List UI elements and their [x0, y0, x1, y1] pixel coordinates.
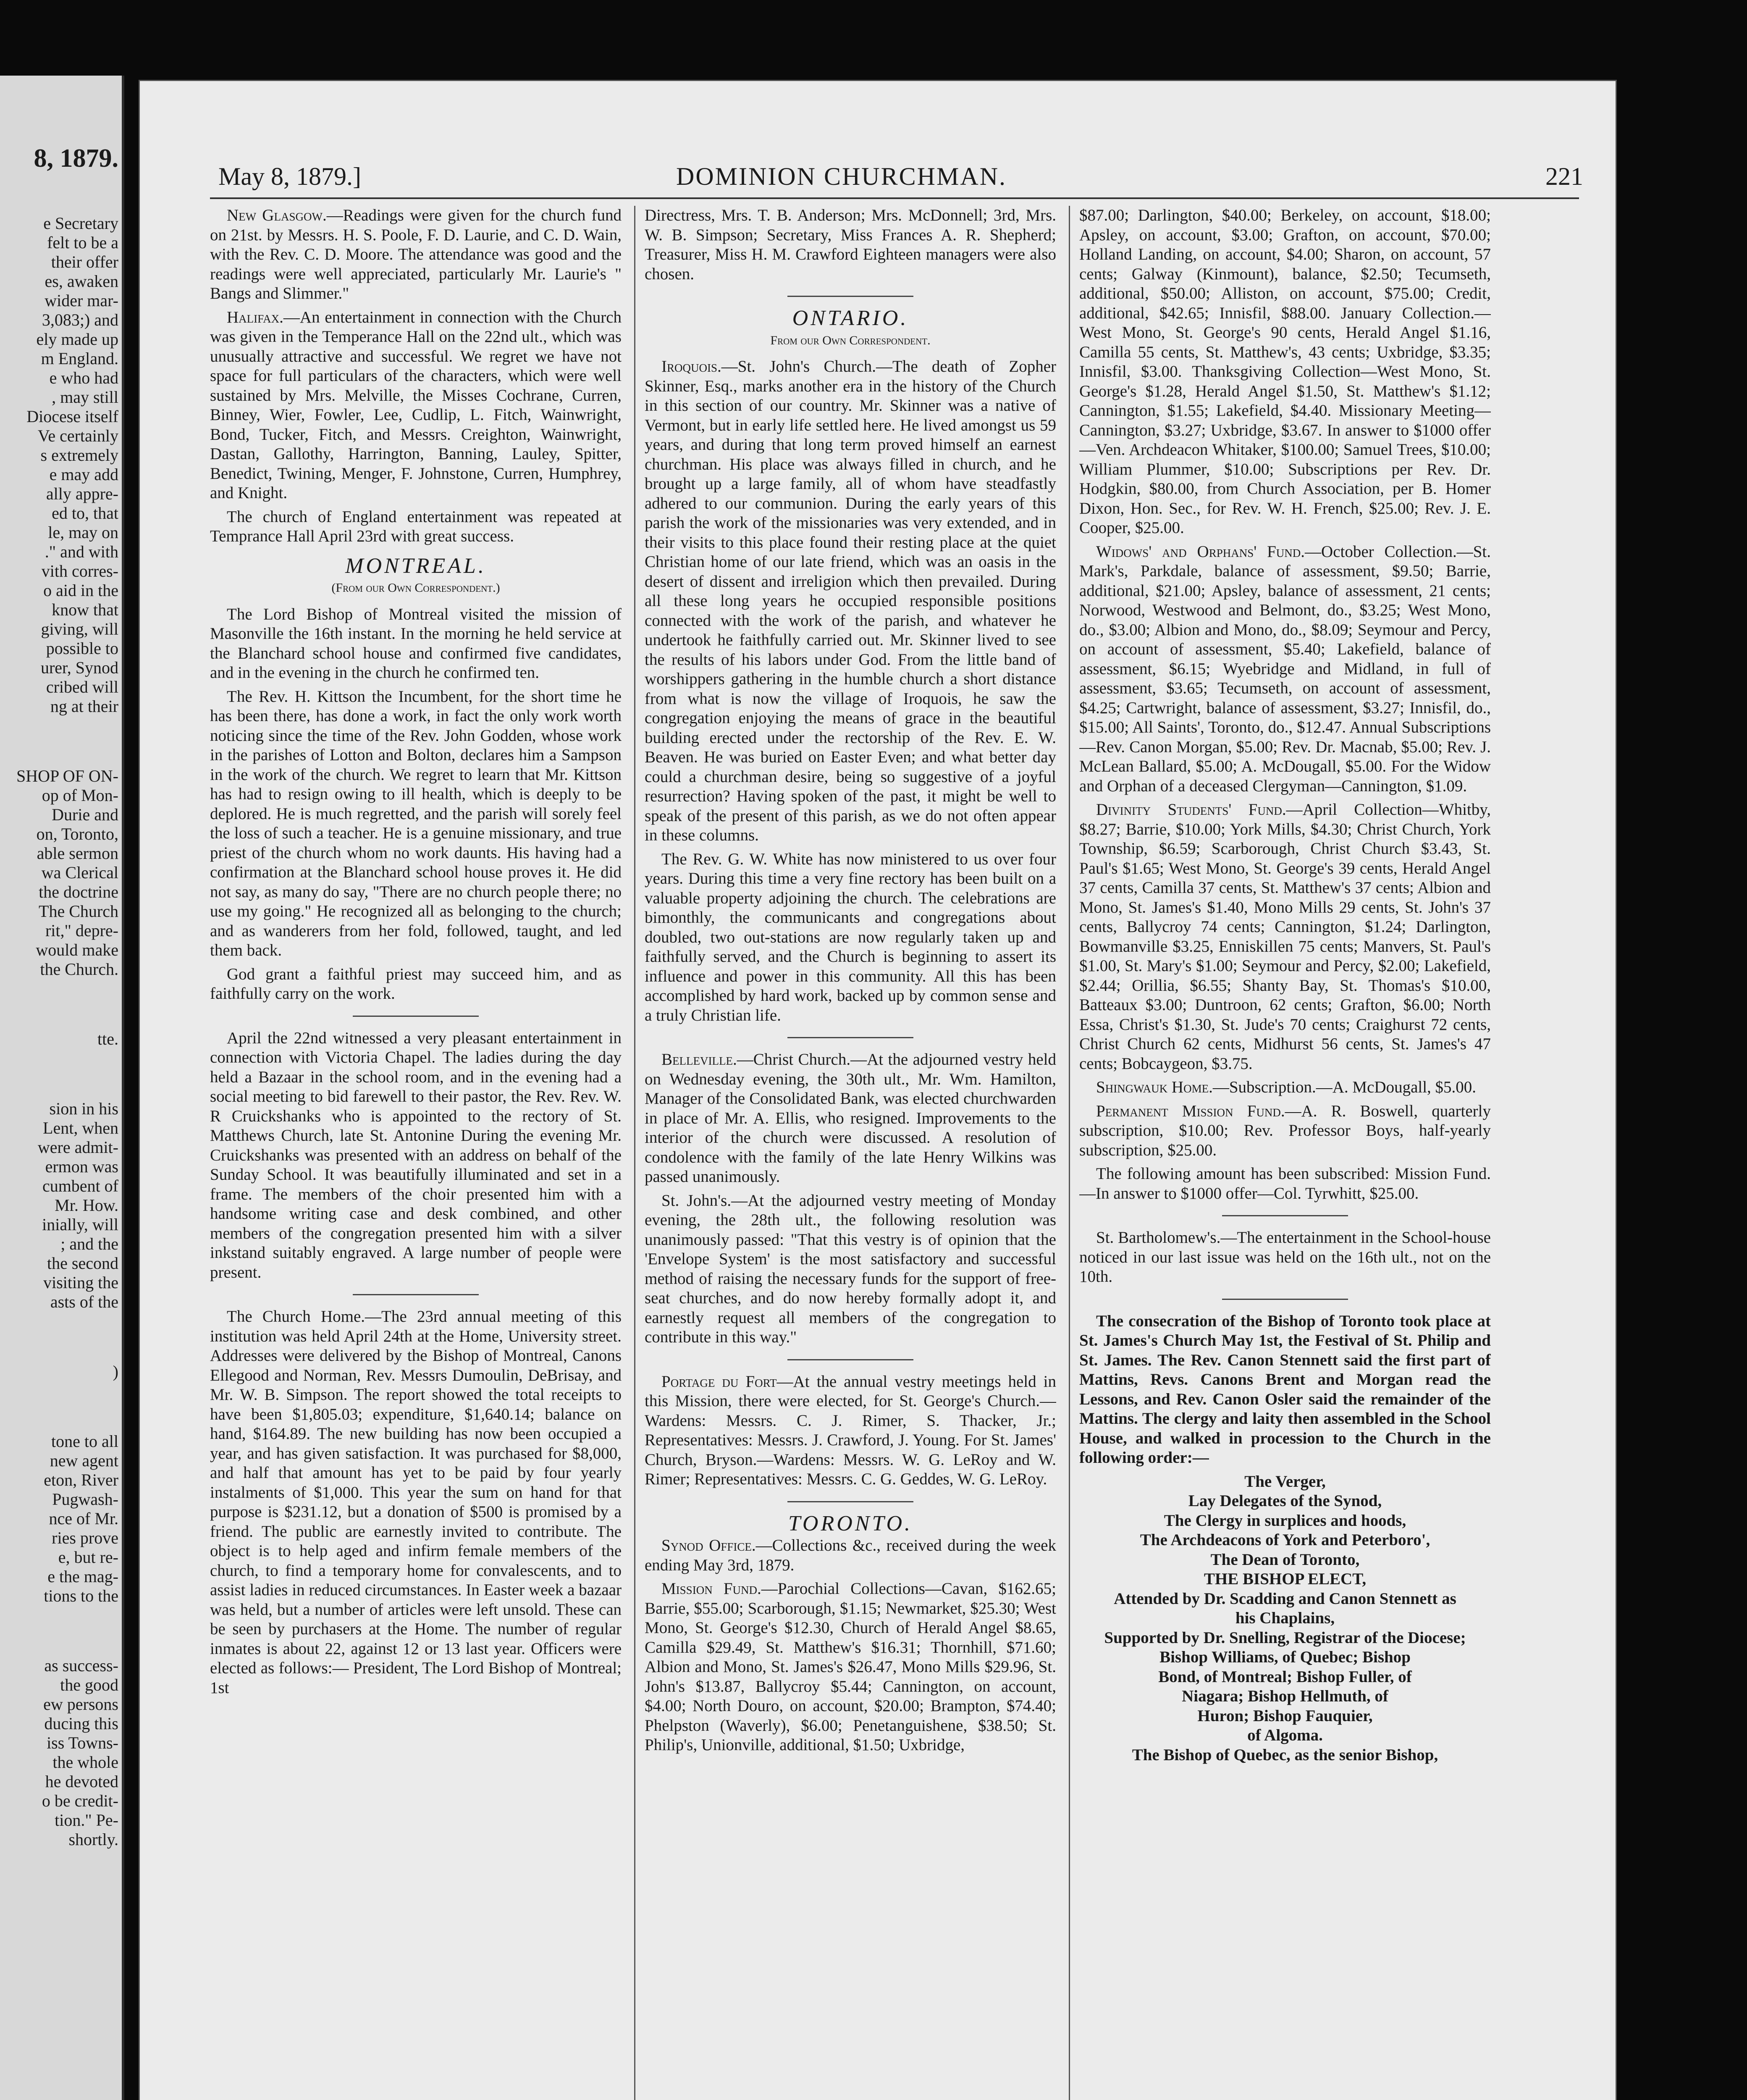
article-paragraph — [210, 507, 622, 546]
paragraph-lead: Divinity Students' Fund. — [1096, 801, 1286, 819]
article-paragraph — [1079, 542, 1491, 796]
paragraph-text: The church of England entertainment was repeated at Temprance Hall April 23rd with great success. — [210, 507, 622, 545]
column-3 — [1079, 206, 1491, 2100]
previous-page-fragment: s extremely — [40, 446, 118, 465]
article-paragraph — [210, 687, 622, 961]
procession-line: The Dean of Toronto, — [1210, 1550, 1360, 1569]
previous-page-fragment: the good — [60, 1675, 118, 1694]
previous-page-fragment: es, awaken — [45, 272, 118, 291]
previous-page-fragment: asts of the — [50, 1292, 118, 1311]
article-paragraph — [210, 1029, 622, 1283]
article-paragraph — [1079, 1312, 1491, 1468]
previous-page-fragment: able sermon — [37, 844, 118, 863]
paragraph-text: —Readings were given for the church fund on 21st. by Messrs. H. S. Poole, F. D. Laurie, and C. D. Wain, with the Rev. C. D. Moore. The attendance was good and the readings were well appreciated, particularly Mr. Laurie's " Bangs and Slimmer." — [210, 206, 622, 302]
section-heading: MONTREAL. — [345, 554, 486, 578]
previous-page-fragment: vith corres- — [41, 562, 118, 580]
previous-page-fragment: tions to the — [44, 1586, 118, 1605]
previous-page-fragment: ducing this — [44, 1714, 118, 1733]
article-paragraph — [645, 1536, 1056, 1575]
paragraph-text: —Parochial Collections—Cavan, $162.65; Barrie, $55.00; Scarborough, $1.15; Newmarket, $25.30; West Mono, St. George's $12.30, Church of Herald Angel $8.65, Camilla $29.49, St. Matthew's $16.31; Thornhill, $71.60; Albion and Mono, St. James's $26.47, Mono Mills $29.96, St. John's $13.87, Ballycroy $5.44; Cannington, on account, $4.00; North Douro, on account, $20.00; Brampton, $74.40; Phelpston (Waverly), $6.00; Penetanguishene, $38.50; St. Philip's, Unionville, additional, $1.50; Uxbridge, — [645, 1580, 1056, 1754]
previous-page-fragment: Ve certainly — [37, 426, 118, 445]
previous-page-fragment: e Secretary — [43, 214, 118, 233]
section-separator — [787, 1037, 913, 1038]
procession-line: The Verger, — [1244, 1472, 1326, 1491]
paragraph-lead: Iroquois. — [661, 357, 721, 375]
previous-page-fragment: ries prove — [52, 1528, 118, 1547]
paragraph-text: —St. John's Church.—The death of Zopher Skinner, Esq., marks another era in the history of the Church in this section of our country. Mr. Skinner was a native of Vermont, but in early life settled here. He lived amongst us 59 years, and during that long term proved himself an earnest churchman. His place was always filled in church, and he brought up a large family, all of whom have steadfastly adhered to our communion. During the early years of this parish the work of the missionaries was very extended, and in their visits to this place found their resting place at the quiet Christian home of our late friend, which was an oasis in the desert of dissent and irreligion which then prevailed. During all these long years he occupied responsible positions connected with the work of the parish, and whatever he undertook he faithfully carried out. Mr. Skinner lived to see the results of his labors under God. From the little band of worshippers gathering in the humble church a short distance from what is now the village of Iroquois, he saw the congregation enjoying the means of grace in the beautiful building erected under the rectorship of the Rev. E. W. Beaven. He was buried on Easter Even; and what better day could a churchman desire, being so suggestive of a joyful resurrection? Having spoken of the past, it might be well to speak of the present of this parish, as we do not often appear in these columns. — [645, 357, 1056, 844]
paragraph-lead: Portage du Fort — [661, 1372, 777, 1391]
previous-page-fragment: cribed will — [46, 677, 118, 696]
previous-page-fragment: on, Toronto, — [36, 824, 118, 843]
page-number: 221 — [1545, 163, 1583, 190]
previous-page-fragment: cumbent of — [42, 1176, 118, 1195]
previous-page-edge — [0, 76, 124, 2100]
previous-page-fragment: , may still — [52, 388, 118, 407]
previous-page-fragment: were admit- — [37, 1138, 118, 1157]
previous-page-fragment: giving, will — [41, 620, 118, 638]
previous-page-fragment: sion in his — [49, 1099, 118, 1118]
previous-page-fragment: le, may on — [48, 523, 118, 542]
previous-page-fragment: possible to — [46, 639, 118, 658]
procession-line: Niagara; Bishop Hellmuth, of — [1182, 1687, 1388, 1705]
procession-line: Supported by Dr. Snelling, Registrar of the Diocese; Bishop Williams, of Quebec; Bishop — [1104, 1628, 1466, 1666]
article-paragraph — [645, 1191, 1056, 1347]
article-paragraph — [1079, 800, 1491, 1074]
section-heading: ONTARIO. — [792, 306, 909, 330]
previous-page-fragment: e who had — [49, 368, 118, 387]
paragraph-text: —Subscription.—A. McDougall, $5.00. — [1212, 1078, 1477, 1096]
previous-page-fragment: new agent — [50, 1451, 118, 1470]
article-paragraph — [645, 850, 1056, 1026]
previous-page-fragment: tone to all — [51, 1432, 118, 1451]
procession-line: Attended by Dr. Scadding and Canon Stennett as — [1114, 1589, 1456, 1608]
procession-line: The Bishop of Quebec, as the senior Bishop, — [1132, 1746, 1438, 1764]
previous-page-fragment: he devoted — [45, 1772, 118, 1791]
previous-page-fragment: e may add — [49, 465, 118, 484]
column-divider — [634, 206, 635, 2100]
page-header — [155, 155, 1592, 193]
section-separator — [787, 296, 913, 297]
paragraph-text: St. John's.—At the adjourned vestry meeting of Monday evening, the 28th ult., the following resolution was unanimously passed: "That this vestry is of opinion that the 'Envelope System' is the most satisfactory and successful method of raising the necessary funds for the support of free-seat churches, and do now hereby formally adopt it, and earnestly request all members of the congregation to contribute in this way." — [645, 1191, 1056, 1346]
section-byline: (From our Own Correspondent.) — [331, 581, 500, 595]
procession-line: Huron; Bishop Fauquier, — [1197, 1706, 1373, 1725]
paragraph-lead: Permanent Mission Fund. — [1096, 1102, 1285, 1120]
article-paragraph — [1079, 1228, 1491, 1287]
previous-page-fragment: ng at their — [50, 697, 118, 716]
previous-page-fragment: ; and the — [60, 1234, 118, 1253]
previous-page-fragment: SHOP OF ON- — [16, 766, 118, 785]
previous-page-fragment: o be credit- — [42, 1791, 118, 1810]
paragraph-lead: Mission Fund. — [661, 1580, 761, 1598]
paragraph-lead: Synod Office. — [661, 1536, 756, 1554]
paragraph-text: —A. R. Boswell, quarterly subscription, $10.00; Rev. Professor Boys, half-yearly subscription, $25.00. — [1079, 1102, 1491, 1159]
section-heading: TORONTO. — [788, 1511, 913, 1536]
paragraph-text: $87.00; Darlington, $40.00; Berkeley, on account, $18.00; Apsley, on account, $3.00; Grafton, on account, $70.00; Holland Landing, on account, $4.00; Sharon, on account, 57 cents; Galway (Kinmount), balance, $2.50; Tecumseth, additional, $50.00; Alliston, on account, $75.00; Credit, additional, $42.65; Innisfil, $88.00. January Collection.—West Mono, St. George's 90 cents, Herald Angel $1.16, Camilla 55 cents, St. Matthew's, 43 cents; Uxbridge, $3.35; Innisfil, $3.00. Thanksgiving Collection—West Mono, St. George's $1.28, Herald Angel $1.50, St. Matthew's $1.12; Cannington, $1.55; Lakefield, $4.40. Missionary Meeting—Cannington, $3.27; Uxbridge, $3.67. In answer to $1000 offer—Ven. Archdeacon Whitaker, $100.00; Samuel Trees, $10.00; William Plummer, $10.00; Subscriptions per Rev. Dr. Hodgkin, $80.00, from Church Association, per B. Homer Dixon, Hon. Sec., for Rev. W. H. French, $25.00; Rev. J. E. Cooper, $25.00. — [1079, 206, 1491, 537]
previous-page-fragment: m England. — [41, 349, 118, 368]
procession-line: Lay Delegates of the Synod, — [1188, 1492, 1382, 1510]
previous-page-fragment: rit," depre- — [45, 921, 118, 940]
previous-page-fragment: would make — [36, 940, 118, 959]
previous-page-fragment: the second — [47, 1254, 118, 1273]
header-rule — [210, 197, 1579, 199]
procession-line: THE BISHOP ELECT, — [1204, 1570, 1367, 1588]
column-2 — [645, 206, 1056, 2100]
paragraph-text: April the 22nd witnessed a very pleasant entertainment in connection with Victoria Chapel. The ladies during the day held a Bazaar in the school room, and in the evening had a social meeting to bid farewell to their pastor, the Rev. Rev. W. R Cruickshanks who is appointed to the rectory of St. Matthews Church, late St. Antonine During the evening Mr. Cruickshanks was presented with an address on behalf of the Sunday School. It was beautifully illuminated and set in a frame. The members of the choir presented him with a handsome writing case and desk combined, and other members of the congregation presented him with a silver inkstand suitably engraved. A large number of people were present. — [210, 1029, 622, 1281]
procession-line: his Chaplains, — [1235, 1609, 1335, 1627]
article-paragraph — [210, 965, 622, 1004]
section-separator — [353, 1016, 479, 1017]
previous-page-fragment: ." and with — [45, 542, 118, 561]
column-1 — [210, 206, 622, 2100]
paragraph-text: The following amount has been subscribed: Mission Fund.—In answer to $1000 offer—Col. Tyrwhitt, $25.00. — [1079, 1165, 1491, 1202]
section-separator — [1222, 1215, 1348, 1216]
previous-page-header: 8, 1879. — [34, 144, 118, 173]
previous-page-fragment: inially, will — [42, 1215, 118, 1234]
previous-page-fragment: urer, Synod — [40, 658, 118, 677]
section-separator — [787, 1501, 913, 1502]
paragraph-text: The Church Home.—The 23rd annual meeting of this institution was held April 24th at the Home, University street. Addresses were delivered by the Bishop of Montreal, Canons Ellegood and Norman, Rev. Messrs Dumoulin, DeBrisay, and Mr. W. B. Simpson. The report showed the total receipts to have been $1,805.03; expenditure, $1,640.14; balance on hand, $164.89. The new building has now been occupied a year, and has given satisfaction. It was purchased for $8,000, and half that amount has yet to be paid by four yearly instalments of $1,000. This year the sum on hand for that purpose is $231.12, but a donation of $500 is promised by a friend. The public are earnestly invited to contribute. The object is to help aged and infirm female members of the church, to find a temporary home for convalescents, and to assist ladies in reduced circumstances. In Easter week a bazaar was held, but a number of articles were left unsold. These can be seen by purchasers at the Home. The number of regular inmates is about 22, against 12 or 13 last year. Officers were elected as follows:— President, The Lord Bishop of Montreal; 1st — [210, 1307, 622, 1697]
paragraph-text: —April Collection—Whitby, $8.27; Barrie, $10.00; York Mills, $4.30; Christ Church, York Township, $6.59; Scarborough, Christ Church $3.43, St. Paul's $1.65; West Mono, St. George's 39 cents, Herald Angel 37 cents, Camilla 37 cents, St. Matthew's 37 cents; Albion and Mono, St. James's $1.40, Mono Mills 29 cents, St. John's 37 cents, Ballycroy 74 cents; Cannington, $1.24; Darlington, Bowmanville $3.25, Enniskillen 75 cents; Manvers, St. Paul's $1.00, St. Mary's $1.00; Seymour and Percy, $2.00; Lakefield, $2.44; Orillia, $6.55; Shanty Bay, St. Thomas's $10.00, Batteaux $3.00; Duntroon, 62 cents; Grafton, $6.00; North Essa, Christ's $1.30, St. Jude's 70 cents; Craighurst 72 cents, Christ Church 62 cents, Midhurst 56 cents, St. James's 47 cents; Bobcaygeon, $3.75. — [1079, 801, 1491, 1073]
previous-page-fragment: op of Mon- — [42, 786, 118, 805]
previous-page-fragment: ed to, that — [52, 504, 118, 522]
newspaper-page — [139, 80, 1617, 2100]
article-paragraph — [1079, 1164, 1491, 1203]
previous-page-fragment: felt to be a — [47, 233, 118, 252]
article-paragraph — [1079, 1078, 1491, 1097]
article-paragraph — [645, 357, 1056, 845]
paragraph-text: —Christ Church.—At the adjourned vestry held on Wednesday evening, the 30th ult., Mr. Wm. Hamilton, Manager of the Consolidated Bank, was elected churchwarden in place of Mr. A. Ellis, who resigned. Improvements to the interior of the church were discussed. A resolution of condolence with the family of the late Henry Wilkins was passed unanimously. — [645, 1050, 1056, 1186]
paragraph-text: —An entertainment in connection with the Church was given in the Temperance Hall on the 22nd ult., which was unusually attractive and successful. We regret we have not space for full particulars of the characters, which were well sustained by Mrs. Melville, the Misses Cochrane, Curren, Binney, Wier, Fowler, Lee, Cudlip, L. Fitch, Wainwright, Bond, Tucker, Fitch, and Messrs. Creighton, Wainwright, Dastan, Gallothy, Harrington, Banning, Lauley, Spitter, Benedict, Twining, Menger, F. Johnstone, Curren, Humphrey, and Knight. — [210, 308, 622, 502]
previous-page-fragment: ally appre- — [46, 484, 118, 503]
previous-page-fragment: as success- — [44, 1656, 118, 1675]
previous-page-fragment: e, but re- — [58, 1548, 118, 1567]
paragraph-text: God grant a faithful priest may succeed him, and as faithfully carry on the work. — [210, 965, 622, 1003]
previous-page-fragment: e the mag- — [47, 1567, 118, 1586]
paragraph-text: —October Collection.—St. Mark's, Parkdale, balance of assessment, $9.50; Barrie, additional, $21.00; Apsley, balance of assessment, 21 cents; Norwood, Westwood and Belmont, do., $3.25; West Mono, do., $3.00; Albion and Mono, do., $8.09; Seymour and Percy, on account of assessment, $5.40; Lakefield, balance of assessment, $6.15; Wyebridge and Midland, in full of assessment, $3.65; Tecumseth, on account of assessment, $4.25; Cartwright, balance of assessment, $3.27; Innisfil, do., $15.00; All Saints', Toronto, do., $12.47. Annual Subscriptions—Rev. Canon Morgan, $5.00; Rev. Dr. Macnab, $5.00; Rev. J. McLean Ballard, $5.00; A. McDougall, $5.00. For the Widow and Orphan of a deceased Clergyman—Cannington, $1.09. — [1079, 542, 1491, 795]
paragraph-lead: New Glasgow. — [227, 206, 327, 224]
procession-line: The Archdeacons of York and Peterboro', — [1140, 1531, 1430, 1549]
paragraph-text: —At the annual vestry meetings held in this Mission, there were elected, for St. George's Church.—Wardens: Messrs. C. J. Rimer, S. Thacker, Jr.; Representatives: Messrs. J. Crawford, J. Young. For St. James' Church, Bryson.—Wardens: Messrs. W. G. LeRoy and W. Rimer; Representatives: Messrs. C. G. Geddes, W. G. LeRoy. — [645, 1372, 1056, 1488]
previous-page-fragment: wa Clerical — [41, 863, 118, 882]
previous-page-fragment: eton, River — [44, 1470, 118, 1489]
previous-page-fragment: Durie and — [52, 805, 118, 824]
previous-page-fragment: o aid in the — [43, 581, 118, 600]
issue-date: May 8, 1879.] — [218, 163, 361, 190]
article-paragraph — [210, 206, 622, 304]
previous-page-fragment: ely made up — [36, 330, 118, 349]
section-separator — [353, 1294, 479, 1295]
previous-page-fragment: Lent, when — [43, 1118, 118, 1137]
previous-page-fragment: Mr. How. — [55, 1196, 118, 1215]
paragraph-text: St. Bartholomew's.—The entertainment in the School-house noticed in our last issue was held on the 16th ult., not on the 10th. — [1079, 1228, 1491, 1286]
previous-page-fragment: visiting the — [43, 1273, 118, 1292]
publication-title: DOMINION CHURCHMAN. — [676, 163, 1007, 190]
paragraph-text: The Lord Bishop of Montreal visited the mission of Masonville the 16th instant. In the morning he held service at the Blanchard school house and confirmed five candidates, and in the evening in the church he confirmed ten. — [210, 605, 622, 682]
previous-page-fragment: The Church — [39, 902, 118, 921]
section-byline: From our Own Correspondent. — [770, 333, 931, 347]
procession-line: Bond, of Montreal; Bishop Fuller, of — [1158, 1667, 1412, 1686]
previous-page-fragment: the Church. — [40, 960, 118, 979]
paragraph-lead: Shingwauk Home. — [1096, 1078, 1213, 1096]
paragraph-text: The Rev. H. Kittson the Incumbent, for the short time he has been there, has done a work, in fact the only work worth noticing since the time of the Rev. John Godden, whose work in the parishes of Lotton and Bolton, declares him a Sampson in the work of the church. We regret to learn that Mr. Kittson has had to resign owing to ill health, which is deeply to be deplored. He is much regretted, and the parish will sorely feel the loss of such a teacher. He is a genuine missionary, and true priest of the church whom no work daunts. His having had a confirmation at the Blanchard school house proves it. He did not say, as many do say, "There are no church people there; no use my going." He recognized all as belonging to the church; and as wanderers from her fold, followed, taught, and led them back. — [210, 687, 622, 959]
procession-line: The Clergy in surplices and hoods, — [1164, 1511, 1406, 1530]
previous-page-fragment: ) — [113, 1362, 118, 1381]
procession-line: of Algoma. — [1247, 1726, 1323, 1744]
paragraph-lead: Widows' and Orphans' Fund. — [1096, 542, 1305, 561]
paragraph-text: Directress, Mrs. T. B. Anderson; Mrs. McDonnell; 3rd, Mrs. W. B. Simpson; Secretary, Miss Frances A. R. Shepherd; Treasurer, Miss H. M. Crawford Eighteen managers were also chosen. — [645, 206, 1056, 283]
article-paragraph — [645, 1372, 1056, 1489]
previous-page-fragment: 3,083;) and — [42, 310, 118, 329]
section-separator — [1222, 1299, 1348, 1300]
previous-page-fragment: nce of Mr. — [49, 1509, 118, 1528]
previous-page-fragment: tion." Pe- — [55, 1811, 118, 1830]
article-paragraph — [645, 1579, 1056, 1755]
previous-page-fragment: wider mar- — [45, 291, 118, 310]
article-paragraph — [645, 1050, 1056, 1187]
previous-page-fragment: ermon was — [45, 1157, 118, 1176]
previous-page-fragment: Pugwash- — [52, 1490, 118, 1509]
previous-page-fragment: ew persons — [43, 1695, 118, 1714]
article-paragraph — [210, 1307, 622, 1698]
previous-page-fragment: their offer — [51, 252, 118, 271]
paragraph-lead: Belleville. — [661, 1050, 737, 1068]
paragraph-text: The consecration of the Bishop of Toronto took place at St. James's Church May 1st, the Festival of St. Philip and St. James. The Rev. Canon Stennett said the first part of Mattins, Revs. Canons Brent and Morgan read the Lessons, and Rev. Canon Osler said the remainder of the Mattins. The clergy and laity then assembled in the School House, and walked in procession to the Church in the following order:— — [1079, 1312, 1491, 1467]
previous-page-fragment: iss Towns- — [47, 1733, 118, 1752]
section-separator — [787, 1359, 913, 1360]
paragraph-text: —Collections &c., received during the week ending May 3rd, 1879. — [645, 1536, 1056, 1574]
paragraph-lead: Halifax. — [227, 308, 283, 326]
article-paragraph — [210, 308, 622, 503]
article-paragraph — [1079, 206, 1491, 538]
column-divider — [1069, 206, 1070, 2100]
previous-page-fragment: the doctrine — [39, 882, 118, 901]
previous-page-fragment: the whole — [52, 1753, 118, 1772]
article-paragraph — [645, 206, 1056, 284]
previous-page-fragment: Diocese itself — [26, 407, 118, 426]
article-paragraph — [210, 605, 622, 683]
previous-page-fragment: know that — [52, 600, 118, 619]
article-paragraph — [1079, 1102, 1491, 1160]
previous-page-fragment: tte. — [97, 1029, 118, 1048]
paragraph-text: The Rev. G. W. White has now ministered to us over four years. During this time a very fine rectory has been built on a valuable property adjoining the church. The celebrations are bimonthly, the communicants and congregations about doubled, two out-stations are now regularly taken up and faithfully served, and the Church is beginning to assert its influence and power in this community. All this has been accomplished by hard work, backed up by common sense and a truly Christian life. — [645, 850, 1056, 1024]
previous-page-fragment: shortly. — [68, 1830, 118, 1849]
